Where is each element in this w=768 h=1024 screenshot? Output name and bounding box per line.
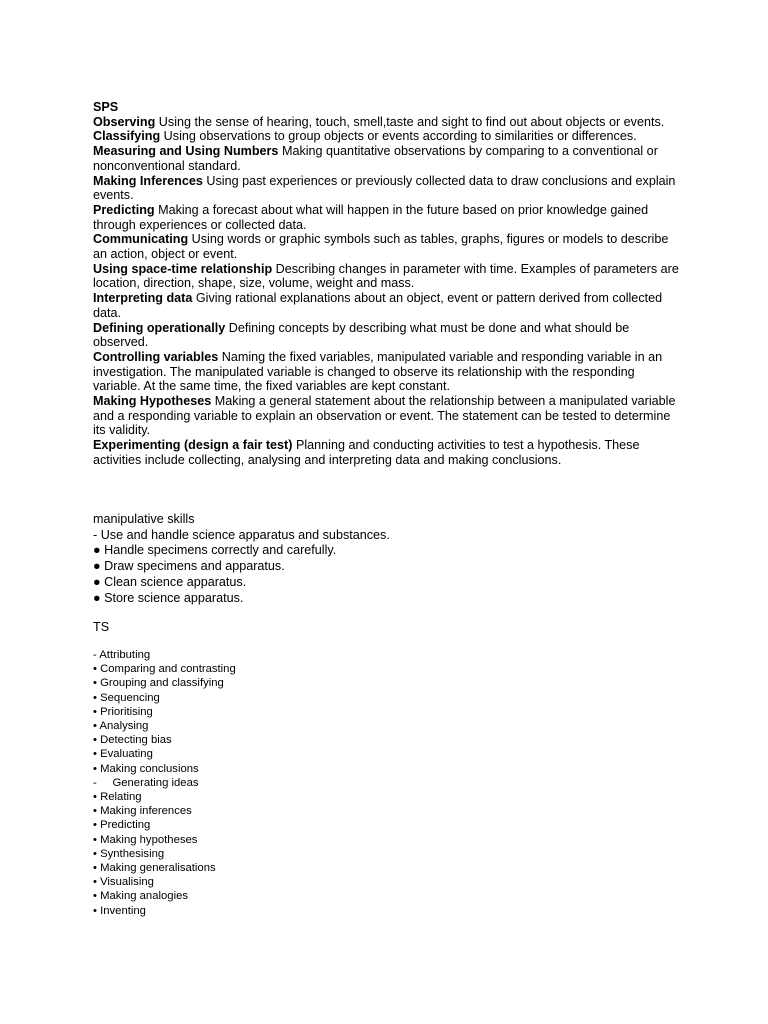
- ts-item: - Generating ideas: [93, 776, 199, 789]
- sps-title: SPS: [93, 100, 119, 114]
- sps-definition: Making a general statement about the relationship between a manipulated variable and a responding variable to explain an observation or event. The statement can be tested to determine its validity.: [93, 394, 676, 438]
- manipulative-skill-item: ● Store science apparatus.: [93, 590, 244, 605]
- sps-term: Using space-time relationship: [93, 261, 273, 276]
- manipulative-skill-item: ● Clean science apparatus.: [93, 574, 247, 589]
- ts-item: - Attributing: [93, 649, 151, 661]
- manipulative-skills-title: manipulative skills: [93, 512, 195, 526]
- sps-definition: Naming the fixed variables, manipulated variable and responding variable in an investigation. The manipulated variable is changed to observe its relationship with the responding variable. At the same time, the fixed variables are kept constant.: [93, 349, 663, 394]
- ts-item: • Comparing and contrasting: [93, 663, 236, 676]
- sps-term: Measuring and Using Numbers: [93, 144, 279, 159]
- ts-item: • Making analogies: [93, 890, 189, 903]
- ts-item: • Making conclusions: [93, 762, 199, 775]
- sps-item: [93, 129, 683, 144]
- sps-definition: Using past experiences or previously collected data to draw conclusions and explain events.: [93, 173, 676, 203]
- sps-term: Predicting: [93, 202, 155, 217]
- ts-item: • Relating: [93, 791, 142, 804]
- sps-item: [93, 291, 683, 320]
- sps-definition: Using observations to group objects or events according to similarities or differences.: [160, 129, 637, 144]
- ts-item: • Grouping and classifying: [93, 677, 224, 690]
- ts-item: • Making hypotheses: [93, 833, 198, 846]
- sps-term: Classifying: [93, 129, 161, 144]
- sps-item: [93, 232, 683, 261]
- sps-item: [93, 438, 683, 467]
- ts-list: [93, 648, 236, 918]
- sps-item: [93, 115, 683, 130]
- sps-section: [93, 100, 683, 468]
- sps-definition: Making quantitative observations by comparing to a conventional or nonconventional standard.: [93, 144, 658, 173]
- sps-item: [93, 321, 683, 350]
- sps-definition: Describing changes in parameter with time. Examples of parameters are location, direction, shape, size, volume, weight and mass.: [93, 261, 679, 291]
- sps-item: [93, 350, 683, 394]
- ts-item: • Predicting: [93, 819, 151, 832]
- sps-definition: Planning and conducting activities to test a hypothesis. These activities include collecting, analysing and interpreting data and making conclusions.: [93, 438, 640, 467]
- sps-term: Experimenting (design a fair test): [93, 438, 293, 453]
- manipulative-skill-item: - Use and handle science apparatus and substances.: [93, 527, 390, 542]
- ts-item: • Synthesising: [93, 847, 165, 860]
- sps-definition: Making a forecast about what will happen in the future based on prior knowledge gained through experiences or collected data.: [93, 202, 649, 232]
- sps-term: Observing: [93, 114, 156, 129]
- ts-item: • Prioritising: [93, 705, 153, 718]
- sps-definition: Giving rational explanations about an object, event or pattern derived from collected data.: [93, 291, 663, 320]
- ts-item: • Visualising: [93, 876, 154, 889]
- sps-term: Making Inferences: [93, 173, 203, 188]
- ts-item: • Evaluating: [93, 748, 153, 761]
- sps-definition: Using the sense of hearing, touch, smell,taste and sight to find out about objects or events.: [155, 114, 665, 129]
- sps-item: [93, 144, 683, 173]
- sps-item: [93, 262, 683, 291]
- sps-definition: Using words or graphic symbols such as tables, graphs, figures or models to describe an action, object or event.: [93, 232, 669, 262]
- sps-term: Making Hypotheses: [93, 394, 212, 409]
- ts-title: TS: [93, 620, 110, 634]
- ts-item: • Making generalisations: [93, 862, 216, 875]
- ts-item: • Analysing: [93, 720, 149, 733]
- sps-term: Defining operationally: [93, 320, 226, 335]
- manipulative-skills-section: [93, 512, 693, 606]
- ts-item: • Making inferences: [93, 805, 192, 818]
- sps-term: Controlling variables: [93, 349, 219, 364]
- manipulative-skill-item: ● Handle specimens correctly and carefully.: [93, 543, 337, 558]
- manipulative-skill-item: ● Draw specimens and apparatus.: [93, 559, 285, 574]
- sps-item: [93, 203, 683, 232]
- sps-term: Communicating: [93, 232, 189, 247]
- ts-item: • Detecting bias: [93, 734, 172, 747]
- ts-item: • Inventing: [93, 904, 146, 917]
- sps-item: [93, 394, 683, 438]
- sps-definition: Defining concepts by describing what must be done and what should be observed.: [93, 320, 630, 350]
- ts-item: • Sequencing: [93, 691, 160, 704]
- sps-term: Interpreting data: [93, 291, 193, 306]
- sps-item: [93, 174, 683, 203]
